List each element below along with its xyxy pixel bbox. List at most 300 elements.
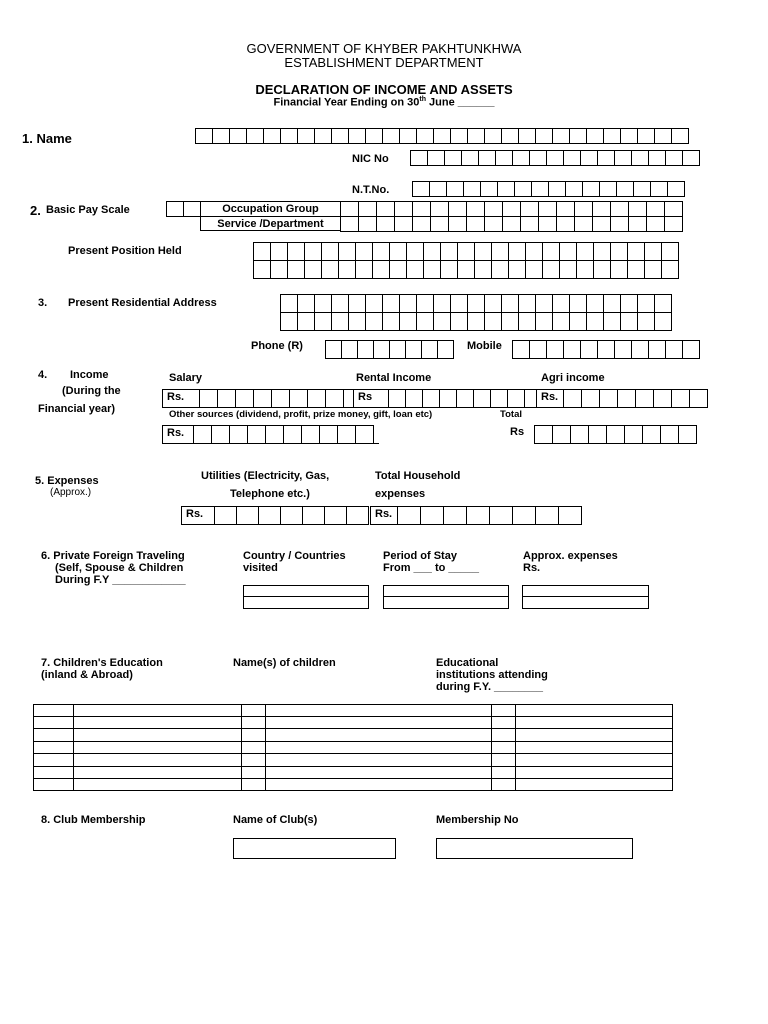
- char-box[interactable]: [603, 312, 621, 331]
- char-box[interactable]: [376, 201, 395, 217]
- char-box[interactable]: [653, 389, 672, 408]
- char-box[interactable]: [307, 389, 326, 408]
- total-boxes[interactable]: [534, 425, 697, 444]
- char-box[interactable]: [399, 312, 417, 331]
- char-box[interactable]: [338, 242, 356, 261]
- char-box[interactable]: [644, 242, 662, 261]
- char-box[interactable]: [661, 260, 679, 279]
- char-box[interactable]: [614, 340, 632, 359]
- char-box[interactable]: [518, 128, 536, 144]
- char-box[interactable]: [341, 340, 358, 359]
- char-box[interactable]: [546, 150, 564, 166]
- char-box[interactable]: [399, 294, 417, 313]
- membership-no-field[interactable]: [436, 838, 633, 859]
- char-box[interactable]: [580, 150, 598, 166]
- char-box[interactable]: [253, 260, 271, 279]
- char-box[interactable]: [512, 506, 536, 525]
- char-box[interactable]: [556, 216, 575, 232]
- char-box[interactable]: [597, 150, 615, 166]
- char-box[interactable]: [534, 425, 553, 444]
- char-box[interactable]: [542, 260, 560, 279]
- char-box[interactable]: [321, 260, 339, 279]
- char-box[interactable]: [433, 312, 451, 331]
- char-box[interactable]: [512, 150, 530, 166]
- char-box[interactable]: [603, 294, 621, 313]
- char-box[interactable]: [183, 201, 201, 217]
- char-box[interactable]: [423, 242, 441, 261]
- char-box[interactable]: [563, 389, 582, 408]
- char-box[interactable]: [650, 181, 668, 197]
- char-box[interactable]: [507, 389, 525, 408]
- char-box[interactable]: [466, 506, 490, 525]
- char-box[interactable]: [258, 506, 281, 525]
- occupation-boxes[interactable]: [340, 201, 683, 217]
- salary-boxes[interactable]: [162, 389, 380, 408]
- char-box[interactable]: [495, 150, 513, 166]
- char-box[interactable]: [682, 150, 700, 166]
- char-box[interactable]: [427, 150, 445, 166]
- char-box[interactable]: [229, 425, 248, 444]
- char-box[interactable]: [620, 312, 638, 331]
- char-box[interactable]: [406, 260, 424, 279]
- char-box[interactable]: [610, 216, 629, 232]
- char-box[interactable]: [558, 506, 582, 525]
- char-box[interactable]: [331, 312, 349, 331]
- char-box[interactable]: [480, 181, 498, 197]
- char-box[interactable]: [682, 340, 700, 359]
- char-box[interactable]: [535, 128, 553, 144]
- char-box[interactable]: [399, 128, 417, 144]
- char-box[interactable]: [628, 216, 647, 232]
- char-box[interactable]: [348, 294, 366, 313]
- char-box[interactable]: [529, 150, 547, 166]
- char-box[interactable]: [546, 340, 564, 359]
- char-box[interactable]: [606, 425, 625, 444]
- char-box[interactable]: [423, 260, 441, 279]
- char-box[interactable]: [372, 260, 390, 279]
- char-box[interactable]: [548, 181, 566, 197]
- char-box[interactable]: [331, 128, 349, 144]
- char-box[interactable]: [280, 506, 303, 525]
- char-box[interactable]: [433, 294, 451, 313]
- char-box[interactable]: [535, 506, 559, 525]
- bps-boxes[interactable]: [166, 201, 201, 217]
- char-box[interactable]: [631, 340, 649, 359]
- club-name-field[interactable]: [233, 838, 396, 859]
- char-box[interactable]: [314, 294, 332, 313]
- char-box[interactable]: [430, 201, 449, 217]
- char-box[interactable]: [484, 216, 503, 232]
- char-box[interactable]: [586, 312, 604, 331]
- char-box[interactable]: [253, 389, 272, 408]
- char-box[interactable]: [667, 181, 685, 197]
- address-boxes-row1[interactable]: [280, 294, 672, 313]
- char-box[interactable]: [661, 242, 679, 261]
- char-box[interactable]: [642, 425, 661, 444]
- char-box[interactable]: [508, 260, 526, 279]
- char-box[interactable]: [467, 312, 485, 331]
- char-box[interactable]: [324, 506, 347, 525]
- char-box[interactable]: [646, 201, 665, 217]
- char-box[interactable]: [410, 150, 428, 166]
- char-box[interactable]: [304, 242, 322, 261]
- char-box[interactable]: [340, 201, 359, 217]
- char-box[interactable]: [297, 128, 315, 144]
- char-box[interactable]: [556, 201, 575, 217]
- char-box[interactable]: [321, 242, 339, 261]
- char-box[interactable]: [405, 340, 422, 359]
- rental-boxes[interactable]: [353, 389, 542, 408]
- char-box[interactable]: [340, 216, 359, 232]
- char-box[interactable]: [440, 242, 458, 261]
- address-boxes-row2[interactable]: [280, 312, 672, 331]
- char-box[interactable]: [235, 389, 254, 408]
- char-box[interactable]: [531, 181, 549, 197]
- char-box[interactable]: [599, 389, 618, 408]
- char-box[interactable]: [467, 294, 485, 313]
- char-box[interactable]: [253, 242, 271, 261]
- char-box[interactable]: [654, 294, 672, 313]
- char-box[interactable]: [421, 340, 438, 359]
- char-box[interactable]: [597, 340, 615, 359]
- char-box[interactable]: [287, 242, 305, 261]
- char-box[interactable]: [586, 294, 604, 313]
- char-box[interactable]: [484, 312, 502, 331]
- char-box[interactable]: [616, 181, 634, 197]
- char-box[interactable]: [289, 389, 308, 408]
- period-field[interactable]: [383, 585, 509, 609]
- char-box[interactable]: [552, 294, 570, 313]
- char-box[interactable]: [246, 128, 264, 144]
- char-box[interactable]: [314, 128, 332, 144]
- char-box[interactable]: [484, 294, 502, 313]
- char-box[interactable]: [535, 294, 553, 313]
- char-box[interactable]: [365, 312, 383, 331]
- char-box[interactable]: [665, 340, 683, 359]
- char-box[interactable]: [373, 340, 390, 359]
- char-box[interactable]: [473, 389, 491, 408]
- char-box[interactable]: [617, 389, 636, 408]
- char-box[interactable]: [627, 242, 645, 261]
- char-box[interactable]: [563, 150, 581, 166]
- char-box[interactable]: [389, 340, 406, 359]
- char-box[interactable]: [382, 294, 400, 313]
- char-box[interactable]: [430, 216, 449, 232]
- char-box[interactable]: [461, 150, 479, 166]
- char-box[interactable]: [576, 242, 594, 261]
- char-box[interactable]: [416, 294, 434, 313]
- char-box[interactable]: [664, 216, 683, 232]
- char-box[interactable]: [195, 128, 213, 144]
- char-box[interactable]: [689, 389, 708, 408]
- char-box[interactable]: [247, 425, 266, 444]
- char-box[interactable]: [592, 201, 611, 217]
- char-box[interactable]: [624, 425, 643, 444]
- char-box[interactable]: [466, 201, 485, 217]
- char-box[interactable]: [280, 128, 298, 144]
- char-box[interactable]: [365, 294, 383, 313]
- char-box[interactable]: [440, 260, 458, 279]
- char-box[interactable]: [166, 201, 184, 217]
- char-box[interactable]: [563, 340, 581, 359]
- char-box[interactable]: [382, 312, 400, 331]
- phone-boxes[interactable]: [325, 340, 454, 359]
- char-box[interactable]: [501, 128, 519, 144]
- char-box[interactable]: [637, 312, 655, 331]
- char-box[interactable]: [450, 312, 468, 331]
- char-box[interactable]: [520, 216, 539, 232]
- char-box[interactable]: [433, 128, 451, 144]
- position-boxes-row1[interactable]: [253, 242, 679, 261]
- char-box[interactable]: [412, 201, 431, 217]
- char-box[interactable]: [599, 181, 617, 197]
- char-box[interactable]: [388, 389, 406, 408]
- char-box[interactable]: [297, 294, 315, 313]
- char-box[interactable]: [416, 312, 434, 331]
- char-box[interactable]: [212, 128, 230, 144]
- char-box[interactable]: [502, 216, 521, 232]
- char-box[interactable]: [552, 425, 571, 444]
- char-box[interactable]: [529, 340, 547, 359]
- char-box[interactable]: [633, 181, 651, 197]
- char-box[interactable]: [355, 425, 374, 444]
- char-box[interactable]: [420, 506, 444, 525]
- char-box[interactable]: [660, 425, 679, 444]
- char-box[interactable]: [478, 150, 496, 166]
- char-box[interactable]: [654, 312, 672, 331]
- char-box[interactable]: [593, 242, 611, 261]
- char-box[interactable]: [582, 181, 600, 197]
- char-box[interactable]: [229, 128, 247, 144]
- char-box[interactable]: [301, 425, 320, 444]
- char-box[interactable]: [508, 242, 526, 261]
- char-box[interactable]: [497, 181, 515, 197]
- char-box[interactable]: [437, 340, 454, 359]
- char-box[interactable]: [628, 201, 647, 217]
- char-box[interactable]: [502, 201, 521, 217]
- char-box[interactable]: [211, 425, 230, 444]
- utilities-boxes[interactable]: [181, 506, 369, 525]
- char-box[interactable]: [331, 294, 349, 313]
- char-box[interactable]: [491, 260, 509, 279]
- char-box[interactable]: [586, 128, 604, 144]
- char-box[interactable]: [592, 216, 611, 232]
- char-box[interactable]: [646, 216, 665, 232]
- char-box[interactable]: [405, 389, 423, 408]
- char-box[interactable]: [603, 128, 621, 144]
- char-box[interactable]: [319, 425, 338, 444]
- position-boxes-row2[interactable]: [253, 260, 679, 279]
- char-box[interactable]: [559, 242, 577, 261]
- char-box[interactable]: [654, 128, 672, 144]
- char-box[interactable]: [270, 242, 288, 261]
- char-box[interactable]: [574, 201, 593, 217]
- char-box[interactable]: [512, 340, 530, 359]
- char-box[interactable]: [325, 389, 344, 408]
- char-box[interactable]: [376, 216, 395, 232]
- char-box[interactable]: [466, 216, 485, 232]
- char-box[interactable]: [525, 260, 543, 279]
- char-box[interactable]: [263, 128, 281, 144]
- char-box[interactable]: [484, 201, 503, 217]
- char-box[interactable]: [538, 216, 557, 232]
- char-box[interactable]: [444, 150, 462, 166]
- char-box[interactable]: [610, 260, 628, 279]
- char-box[interactable]: [518, 294, 536, 313]
- char-box[interactable]: [620, 128, 638, 144]
- char-box[interactable]: [648, 150, 666, 166]
- char-box[interactable]: [406, 242, 424, 261]
- service-boxes[interactable]: [340, 216, 683, 232]
- char-box[interactable]: [297, 312, 315, 331]
- char-box[interactable]: [412, 216, 431, 232]
- char-box[interactable]: [199, 389, 218, 408]
- char-box[interactable]: [484, 128, 502, 144]
- char-box[interactable]: [501, 294, 519, 313]
- char-box[interactable]: [372, 242, 390, 261]
- char-box[interactable]: [348, 312, 366, 331]
- ntn-boxes[interactable]: [412, 181, 685, 197]
- char-box[interactable]: [671, 128, 689, 144]
- char-box[interactable]: [518, 312, 536, 331]
- char-box[interactable]: [514, 181, 532, 197]
- char-box[interactable]: [610, 242, 628, 261]
- char-box[interactable]: [271, 389, 290, 408]
- household-boxes[interactable]: [370, 506, 582, 525]
- char-box[interactable]: [664, 201, 683, 217]
- char-box[interactable]: [448, 201, 467, 217]
- char-box[interactable]: [446, 181, 464, 197]
- char-box[interactable]: [283, 425, 302, 444]
- char-box[interactable]: [280, 294, 298, 313]
- char-box[interactable]: [365, 128, 383, 144]
- char-box[interactable]: [439, 389, 457, 408]
- char-box[interactable]: [552, 312, 570, 331]
- char-box[interactable]: [581, 389, 600, 408]
- expenses-field[interactable]: [522, 585, 649, 609]
- char-box[interactable]: [542, 242, 560, 261]
- char-box[interactable]: [552, 128, 570, 144]
- char-box[interactable]: [412, 181, 430, 197]
- char-box[interactable]: [416, 128, 434, 144]
- char-box[interactable]: [325, 340, 342, 359]
- char-box[interactable]: [346, 506, 369, 525]
- char-box[interactable]: [610, 201, 629, 217]
- char-box[interactable]: [614, 150, 632, 166]
- char-box[interactable]: [450, 294, 468, 313]
- bps-label: Basic Pay Scale: [46, 204, 130, 216]
- char-box[interactable]: [678, 425, 697, 444]
- char-box[interactable]: [456, 389, 474, 408]
- char-box[interactable]: [422, 389, 440, 408]
- char-box[interactable]: [474, 260, 492, 279]
- char-box[interactable]: [448, 216, 467, 232]
- char-box[interactable]: [304, 260, 322, 279]
- char-box[interactable]: [389, 242, 407, 261]
- nic-boxes[interactable]: [410, 150, 700, 166]
- other-sources-boxes[interactable]: [162, 425, 374, 444]
- char-box[interactable]: [217, 389, 236, 408]
- char-box[interactable]: [338, 260, 356, 279]
- char-box[interactable]: [569, 128, 587, 144]
- name-boxes[interactable]: [195, 128, 689, 144]
- country-field[interactable]: [243, 585, 369, 609]
- char-box[interactable]: [429, 181, 447, 197]
- char-box[interactable]: [671, 389, 690, 408]
- char-box[interactable]: [565, 181, 583, 197]
- char-box[interactable]: [637, 294, 655, 313]
- char-box[interactable]: [214, 506, 237, 525]
- char-box[interactable]: [450, 128, 468, 144]
- char-box[interactable]: [280, 312, 298, 331]
- char-box[interactable]: [588, 425, 607, 444]
- char-box[interactable]: [593, 260, 611, 279]
- char-box[interactable]: [287, 260, 305, 279]
- char-box[interactable]: [443, 506, 467, 525]
- char-box[interactable]: [389, 260, 407, 279]
- char-box[interactable]: [348, 128, 366, 144]
- char-box[interactable]: [302, 506, 325, 525]
- char-box[interactable]: [270, 260, 288, 279]
- char-box[interactable]: [501, 312, 519, 331]
- char-box[interactable]: [631, 150, 649, 166]
- char-box[interactable]: [358, 216, 377, 232]
- char-box[interactable]: [569, 312, 587, 331]
- char-box[interactable]: [337, 425, 356, 444]
- char-box[interactable]: [635, 389, 654, 408]
- char-box[interactable]: [637, 128, 655, 144]
- char-box[interactable]: [394, 201, 413, 217]
- char-box[interactable]: [314, 312, 332, 331]
- char-box[interactable]: [457, 260, 475, 279]
- char-box[interactable]: [457, 242, 475, 261]
- char-box[interactable]: [665, 150, 683, 166]
- char-box[interactable]: [357, 340, 374, 359]
- char-box[interactable]: [620, 294, 638, 313]
- char-box[interactable]: [538, 201, 557, 217]
- char-box[interactable]: [569, 294, 587, 313]
- char-box[interactable]: [236, 506, 259, 525]
- char-box[interactable]: [463, 181, 481, 197]
- char-box[interactable]: [355, 242, 373, 261]
- char-box[interactable]: [520, 201, 539, 217]
- char-box[interactable]: [358, 201, 377, 217]
- agri-boxes[interactable]: [536, 389, 708, 408]
- char-box[interactable]: [489, 506, 513, 525]
- char-box[interactable]: [648, 340, 666, 359]
- char-box[interactable]: [580, 340, 598, 359]
- char-box[interactable]: [467, 128, 485, 144]
- char-box[interactable]: [574, 216, 593, 232]
- char-box[interactable]: [397, 506, 421, 525]
- char-box[interactable]: [559, 260, 577, 279]
- char-box[interactable]: [627, 260, 645, 279]
- char-box[interactable]: [535, 312, 553, 331]
- char-box[interactable]: [355, 260, 373, 279]
- char-box[interactable]: [193, 425, 212, 444]
- char-box[interactable]: [576, 260, 594, 279]
- char-box[interactable]: [382, 128, 400, 144]
- char-box[interactable]: [491, 242, 509, 261]
- char-box[interactable]: [570, 425, 589, 444]
- char-box[interactable]: [394, 216, 413, 232]
- char-box[interactable]: [490, 389, 508, 408]
- char-box[interactable]: [265, 425, 284, 444]
- char-box[interactable]: [644, 260, 662, 279]
- char-box[interactable]: [525, 242, 543, 261]
- mobile-boxes[interactable]: [512, 340, 700, 359]
- char-box[interactable]: [474, 242, 492, 261]
